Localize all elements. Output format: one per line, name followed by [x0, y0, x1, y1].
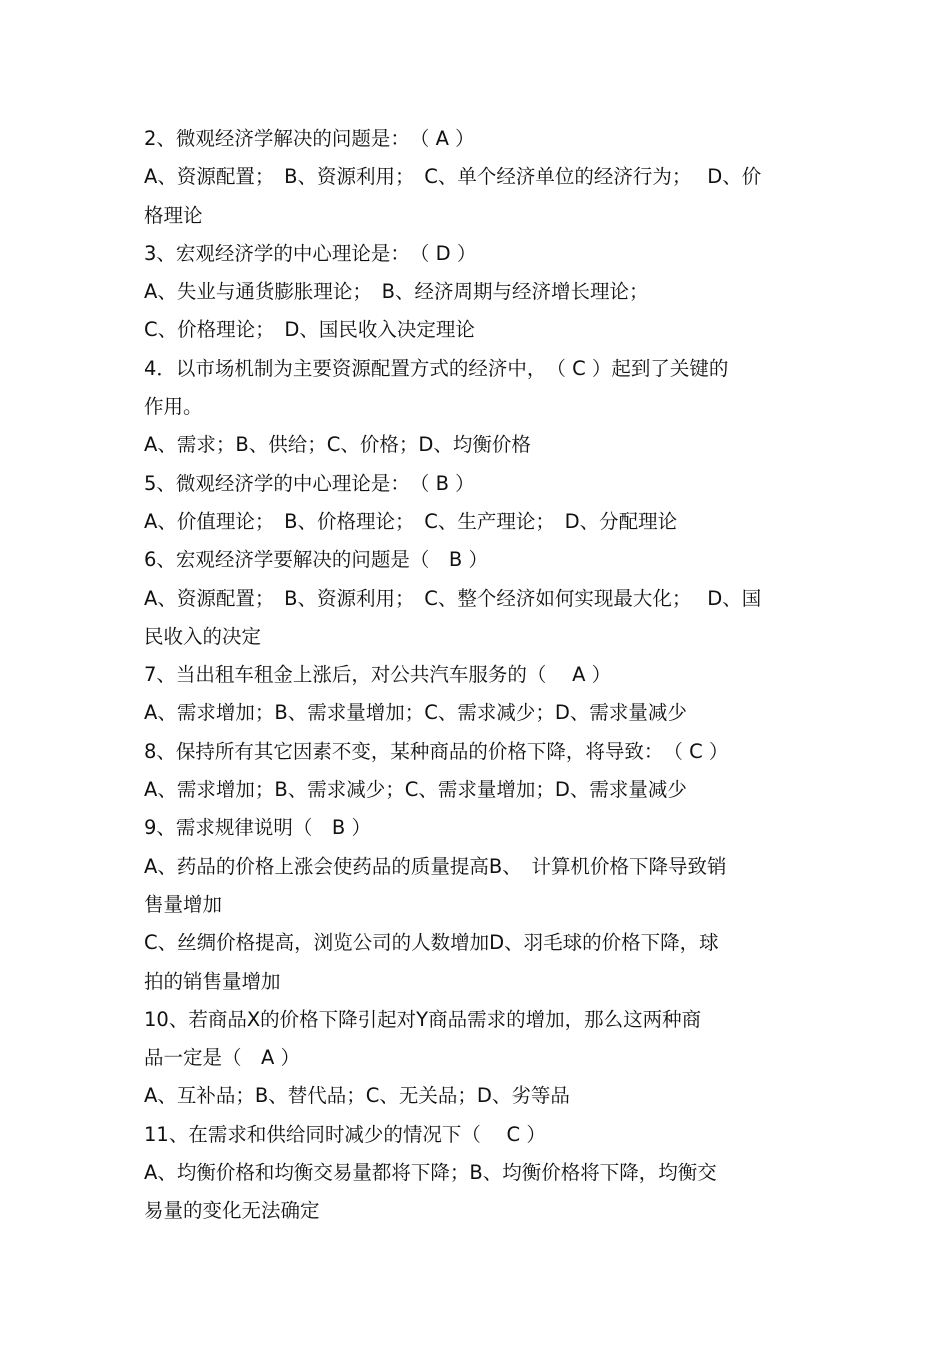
question-4-stem: 4．以市场机制为主要资源配置方式的经济中， （ C ）起到了关键的 [144, 356, 729, 380]
question-8-options: A、需求增加；B、需求减少；C、需求量增加；D、需求量减少 [144, 778, 687, 802]
question-11-options: A、均衡价格和均衡交易量都将下降；B、均衡价格将下降，均衡交 [144, 1161, 717, 1185]
question-5-stem: 5、微观经济学的中心理论是： （ B ） [144, 471, 475, 495]
question-11-stem: 11、在需求和供给同时减少的情况下（ C ） [144, 1122, 546, 1146]
question-10-options: A、互补品；B、替代品；C、无关品；D、劣等品 [144, 1084, 570, 1108]
question-9-options: A、药品的价格上涨会使药品的质量提高B、 计算机价格下降导致销 [144, 854, 727, 878]
question-3-stem: 3、宏观经济学的中心理论是： （ D ） [144, 241, 477, 265]
question-7-stem: 7、当出租车租金上涨后，对公共汽车服务的（ A ） [144, 663, 612, 687]
question-3-options-continued: C、价格理论； D、国民收入决定理论 [144, 318, 475, 342]
question-7-options: A、需求增加；B、需求量增加；C、需求减少；D、需求量减少 [144, 701, 687, 725]
question-2-stem: 2、微观经济学解决的问题是： （ A ） [144, 127, 475, 150]
question-9-options-continued: 售量增加 [144, 892, 223, 916]
question-9-options-c: C、丝绸价格提高，浏览公司的人数增加D、羽毛球的价格下降，球 [144, 931, 719, 955]
question-9-stem: 9、需求规律说明（ B ） [144, 816, 371, 840]
question-4-options: A、需求；B、供给；C、价格；D、均衡价格 [144, 433, 531, 457]
question-2-options: A、资源配置； B、资源利用； C、单个经济单位的经济行为； D、价 [144, 165, 762, 189]
question-11-options-continued: 易量的变化无法确定 [144, 1199, 320, 1223]
question-5-options: A、价值理论； B、价格理论； C、生产理论； D、分配理论 [144, 509, 678, 533]
question-6-stem: 6、宏观经济学要解决的问题是（ B ） [144, 548, 488, 572]
question-list [144, 120, 814, 1231]
question-8-stem: 8、保持所有其它因素不变，某种商品的价格下降，将导致： （ C ） [144, 739, 729, 763]
question-6-options-continued: 民收入的决定 [144, 624, 262, 648]
question-3-options: A、失业与通货膨胀理论； B、经济周期与经济增长理论； [144, 280, 649, 304]
question-10-stem: 10、若商品X的价格下降引起对Y商品需求的增加，那么这两种商 [144, 1007, 702, 1031]
question-6-options: A、资源配置； B、资源利用； C、整个经济如何实现最大化； D、国 [144, 586, 762, 610]
question-2-options-continued: 格理论 [144, 203, 203, 227]
question-10-stem-continued: 品一定是（ A ） [144, 1046, 301, 1070]
question-4-stem-continued: 作用。 [144, 395, 203, 419]
question-9-options-c-continued: 拍的销售量增加 [144, 969, 281, 993]
